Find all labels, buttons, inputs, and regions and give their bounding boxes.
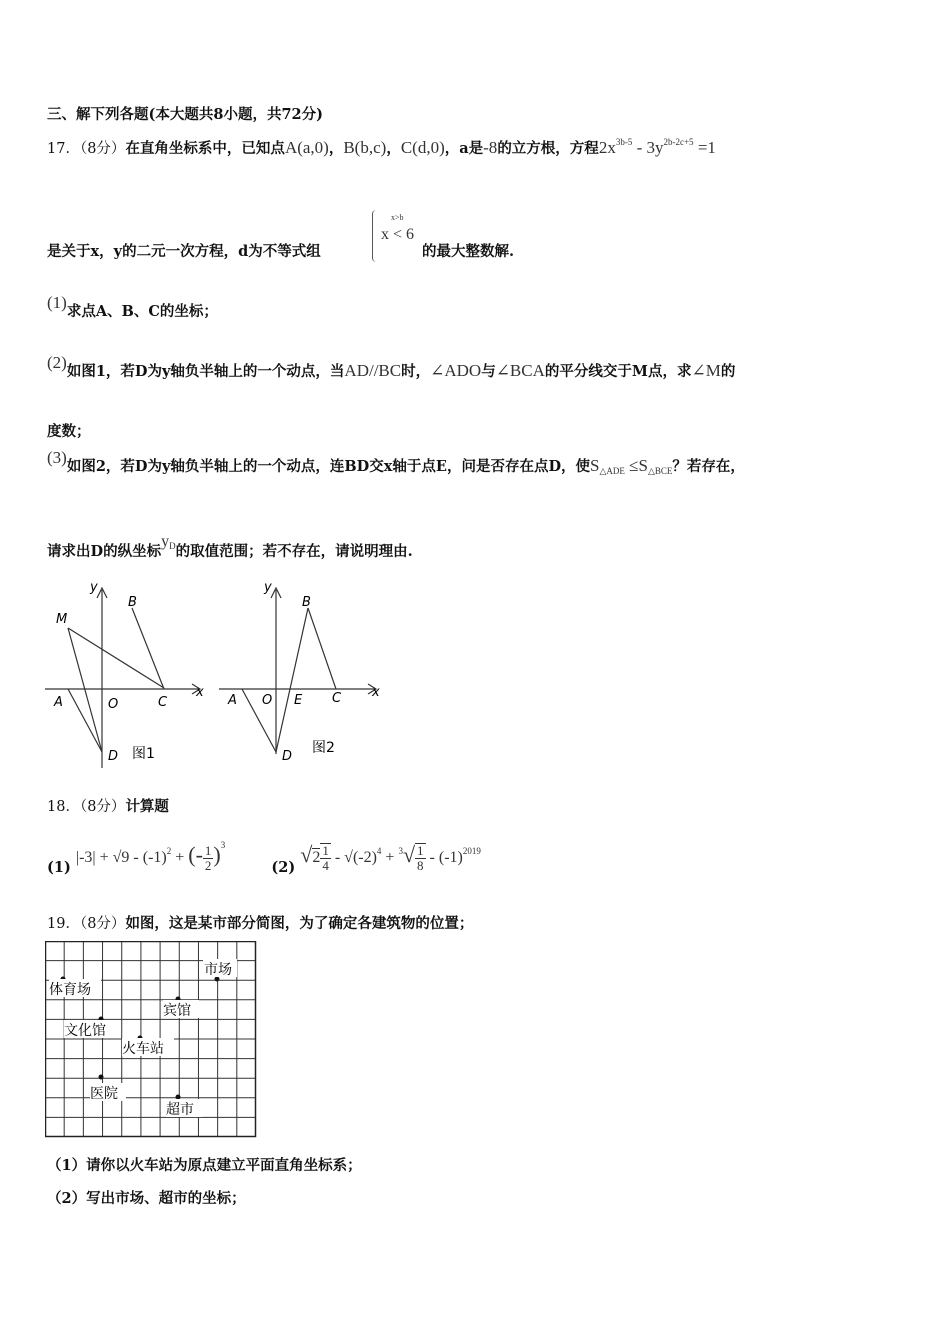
q19-header [47,912,473,933]
fig2-label-y: y [264,580,272,595]
fig1-label-a: A [54,695,63,710]
part3-text-c: 请求出D的纵坐标 [47,543,162,560]
part2-text-c: 与 [481,363,496,380]
city-map-grid [45,941,257,1138]
expr2-cube-index: 3 [398,846,403,856]
expr1-abs: |-3| [75,849,96,866]
fig2-label-x: x [372,685,380,700]
fig2-label-c: C [332,691,342,706]
q18-number: 18． [47,799,80,815]
expr2-eighth-den: 8 [417,858,424,873]
fig1-label-c: C [158,695,168,710]
area-s1: S [590,456,600,475]
part3-text-a: 如图2，若D为y轴负半轴上的一个动点，连BD交x轴于点E，问是否存在点D，使 [66,458,591,475]
comma-1: ， [328,140,344,157]
point-a: A(a,0) [284,138,329,157]
expr2-int: 2 [312,849,321,866]
less-equal: ≤ [624,456,639,475]
expr2-plus: + [381,849,399,866]
stadium-label: 体育场 [49,982,91,998]
q18-expressions [47,840,481,880]
expr1-label: (1) [47,859,71,876]
q17-number: 17． [47,141,80,157]
part2-text-a: 如图1，若D为y轴负半轴上的一个动点，当 [66,363,345,380]
expr2-root: √ [300,842,313,867]
part2-text-b: 时， [401,363,431,380]
q17-part3 [47,448,745,477]
expr1-half-num: 1 [204,842,212,858]
equation-equals-1: =1 [693,138,716,157]
q17-score: （8分） [79,141,126,157]
hotel-label: 宾馆 [163,1003,191,1019]
part3-text-d: 的取值范围；若不存在，请说明理由. [175,543,413,560]
fig1-label-d: D [108,749,119,764]
yd-symbol: y [161,533,170,550]
q17-text4: 是关于x，y的二元一次方程，d为不等式组 [47,243,321,260]
fig1-label-b: B [128,595,137,610]
expr1-plus2: + [171,849,189,866]
expr2-minus-neg1: - (-1) [425,849,463,866]
fig2-caption: 图2 [312,740,335,756]
q19-sub1: （1）请你以火车站为原点建立平面直角坐标系； [47,1157,362,1174]
expr2-label: (2) [271,859,296,876]
q17-text2: ，a是 [444,140,484,157]
q17-part2 [47,353,736,381]
supermarket-label: 超市 [166,1102,194,1118]
ad-parallel-bc: AD//BC [344,361,402,380]
inequality-top: x>b [391,213,404,222]
fig2-label-o: O [262,693,273,708]
figure-2 [214,576,384,772]
equation-exp-1: 3b-5 [615,137,633,147]
expr1-half [203,844,214,873]
expr2-quarter-den: 4 [322,858,329,873]
point-c: C(d,0) [400,138,445,157]
part1-label: (1) [47,293,67,312]
expr1-half-den: 2 [204,857,212,873]
q17-line1 [47,137,716,158]
station-label: 火车站 [122,1041,164,1057]
equation-3y: - 3y [632,138,664,157]
expr2-minus: - [330,849,345,866]
expr1-exp2: 2 [166,846,172,856]
q18-header [47,795,169,816]
fig2-label-e: E [294,693,303,708]
expr1-open-paren: (- [188,842,203,867]
yd-sub: D [169,541,176,551]
fig1-label-x: x [196,685,204,700]
hospital-dot [99,1075,104,1080]
supermarket-dot [176,1095,181,1100]
part2-text-e: 的 [720,363,736,380]
angle-m: ∠M [691,361,721,380]
q18-score: （8分） [79,799,126,815]
q17-text5: 的最大整数解. [422,243,515,260]
expr2-cube-root: √ [402,842,416,867]
expr2-exp4: 4 [376,846,382,856]
part3-label: (3) [47,448,67,467]
q17-part3-line2 [47,533,413,561]
expr2-eighth-num: 1 [417,843,424,858]
culture-label: 文化馆 [64,1023,106,1039]
fig1-label-m: M [56,612,68,627]
fig1-caption: 图1 [132,746,155,762]
fig1-label-o: O [108,697,119,712]
part1-text: 求点A、B、C的坐标； [66,303,218,320]
expr2-exp2019: 2019 [462,846,481,856]
area-s2-sub: △BCE [647,466,673,476]
expr1-minus-neg1: - (-1) [129,849,167,866]
expr2-eighth [415,843,426,873]
angle-ado: ∠ADO [430,361,482,380]
hospital-label: 医院 [90,1086,118,1102]
minus-eight: -8 [483,138,498,157]
q19-number: 19． [47,916,80,932]
area-s2: S [638,456,648,475]
fig2-label-a: A [228,693,237,708]
q18-title: 计算题 [125,798,169,815]
q19-sub2: （2）写出市场、超市的坐标； [47,1190,246,1207]
fig1-label-y: y [90,580,98,595]
part3-text-b: ？若存在， [672,458,745,475]
q19-score: （8分） [79,916,126,932]
point-b: B(b,c) [343,138,387,157]
expr2-quarter [320,843,331,873]
expr2-root-neg2: √(-2) [344,849,377,866]
q17-text3: 的立方根，方程 [497,140,599,157]
q19-text: 如图，这是某市部分简图，为了确定各建筑物的位置； [125,915,474,932]
market-label: 市场 [204,962,232,978]
fig2-label-d: D [282,749,293,764]
expr1-close-paren: ) [213,842,221,867]
fig2-label-b: B [302,595,311,610]
q17-text1: 在直角坐标系中，已知点 [125,140,285,157]
expr1-plus: + [95,849,113,866]
inequality-main: x < 6 [381,226,415,243]
part2-text-d: 的平分线交于M点，求 [544,363,692,380]
area-s1-sub: △ADE [599,466,625,476]
q17-part1 [47,293,218,321]
expr2-quarter-num: 1 [322,843,329,858]
part2-label: (2) [47,353,67,372]
part2-text-f: 度数； [47,423,91,440]
expr1-exp3: 3 [220,840,226,850]
angle-bca: ∠BCA [495,361,545,380]
inequality-system [372,210,421,262]
q17-line2 [47,240,321,261]
section-heading: 三、解下列各题(本大题共8小题，共72分) [47,106,323,123]
figure-1 [40,576,210,772]
expr1-sqrt9: √9 [112,849,130,866]
equation-exp-2: 2b-2c+5 [663,137,694,147]
equation-2x: 2x [598,138,616,157]
comma-2: ， [386,140,401,157]
